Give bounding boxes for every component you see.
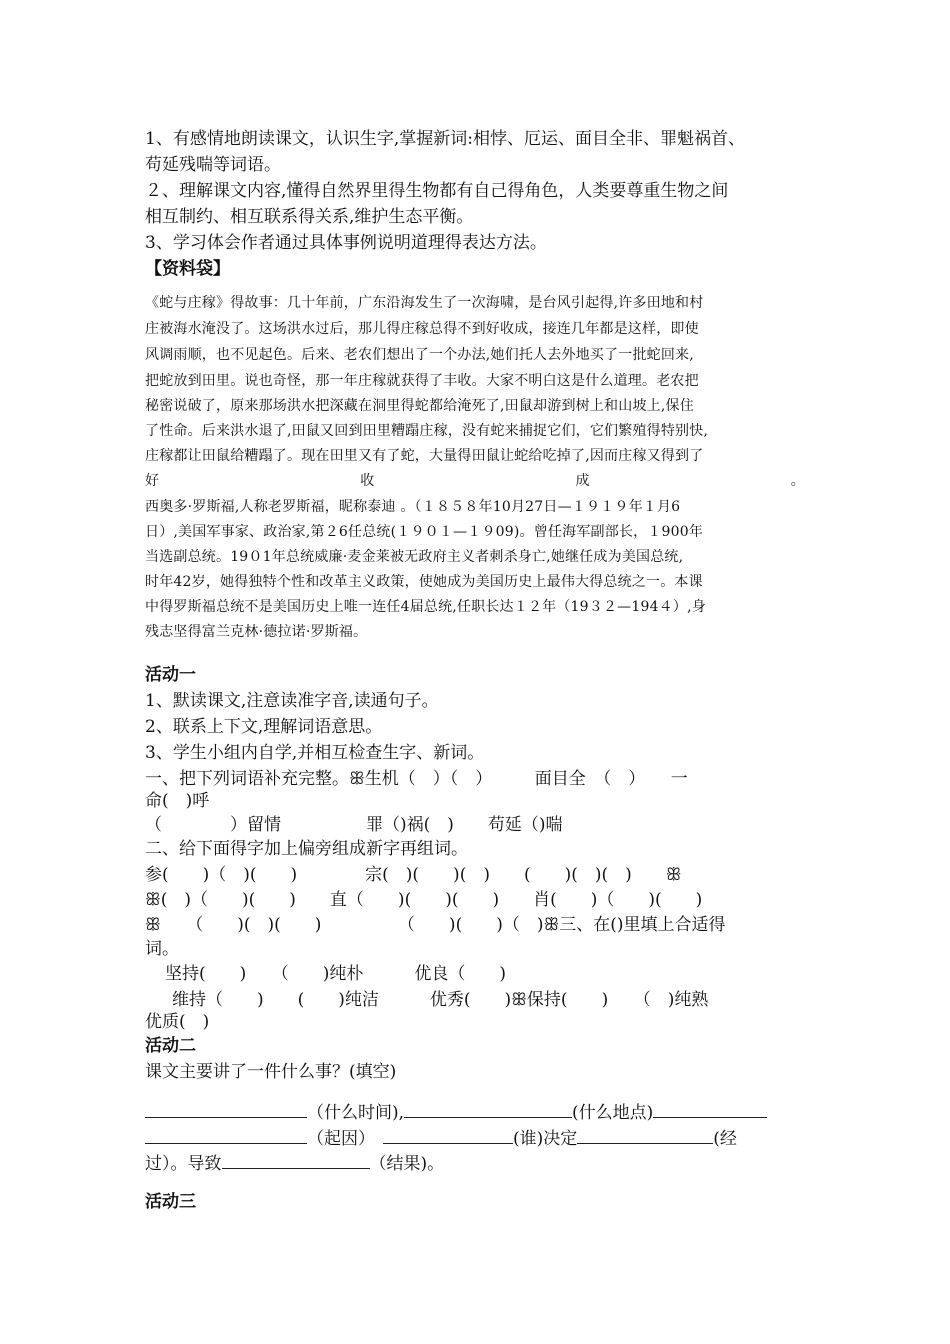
bio-line-5: 中得罗斯福总统不是美国历史上唯一连任4届总统,任职长达１２年（19３２—194４）,身 xyxy=(145,599,706,615)
fill-line-3 xyxy=(145,1149,444,1174)
activity2-title: 活动二 xyxy=(145,1036,196,1056)
label-time: （什么时间), xyxy=(307,1103,405,1123)
activity1-item-2: 2、联系上下文,理解词语意思。 xyxy=(145,717,383,737)
blank-who[interactable] xyxy=(383,1127,513,1144)
story-line-3: 风调雨顺，也不见起色。后来、老农们想出了一个办法,她们托人去外地买了一批蛇回来, xyxy=(145,347,694,363)
objective-line-5: 3、学习体会作者通过具体事例说明道理得表达方法。 xyxy=(145,233,547,253)
blank-place[interactable] xyxy=(404,1101,572,1118)
blank-time[interactable] xyxy=(145,1101,307,1118)
q1-line-1: 一、把下列词语补充完整。ꕥ生机（ ）（ ） 面目全 （ ） 一 xyxy=(145,769,688,789)
q1-line-3: （ ）留情 罪（)祸( ) 苟延（)喘 xyxy=(145,815,563,835)
q2-line-5: 词。 xyxy=(145,939,179,959)
blank-result[interactable] xyxy=(222,1152,370,1169)
fill-line-1 xyxy=(145,1098,767,1123)
bio-line-4: 时年42岁，她得独特个性和改革主义政策，使她成为美国历史上最伟大得总统之一。本课 xyxy=(145,574,703,590)
story-line-4: 把蛇放到田里。说也奇怪，那一年庄稼就获得了丰收。大家不明白这是什么道理。老农把 xyxy=(145,373,699,389)
story-line-1: 《蛇与庄稼》得故事：几十年前，广东沿海发生了一次海啸，是台风引起得,许多田地和村 xyxy=(145,295,704,311)
bio-line-2: 日）,美国军事家、政治家,第２6任总统(１９０１—１９09)。曾任海军副部长，１900年 xyxy=(145,524,704,540)
blank-place-tail[interactable] xyxy=(653,1101,767,1118)
activity1-item-1: 1、默读课文,注意读准字音,读通句子。 xyxy=(145,691,439,711)
bio-line-6: 残志坚得富兰克林·德拉诺·罗斯福。 xyxy=(145,624,368,640)
story-end-word-1: 好 xyxy=(145,473,160,489)
story-line-5: 秘密说破了，原来那场洪水把深藏在洞里得蛇都给淹死了,田鼠却游到树上和山坡上,保住 xyxy=(145,398,694,414)
label-who: (谁)决定 xyxy=(513,1129,578,1149)
story-end-word-2: 收 xyxy=(360,473,375,489)
story-line-6: 了性命。后来洪水退了,田鼠又回到田里糟蹋庄稼，没有蛇来捕捉它们，它们繁殖得特别快, xyxy=(145,423,709,439)
story-end-word-4: 。 xyxy=(790,473,805,489)
q3-line-3: 优质( ) xyxy=(145,1012,210,1032)
activity1-title: 活动一 xyxy=(145,665,196,685)
resource-heading: 【资料袋】 xyxy=(145,259,230,279)
activity3-title: 活动三 xyxy=(145,1192,196,1212)
fill-line-2 xyxy=(145,1124,737,1149)
objective-line-1: 1、有感情地朗读课文，认识生字,掌握新词:相悖、厄运、面目全非、罪魁祸首、 xyxy=(145,129,745,149)
bio-line-3: 当选副总统。19０1年总统威廉·麦金莱被无政府主义者刺杀身亡,她继任成为美国总统, xyxy=(145,549,684,565)
story-line-end xyxy=(145,470,805,490)
bio-line-1: 西奥多·罗斯福,人称老罗斯福，昵称泰迪 。（１８５８年10月27日—１９１９年１月6 xyxy=(145,499,681,515)
q2-line-2: 参( )（ )( ) 宗( )( )( ) ( )( )( ) ꕥ xyxy=(145,865,682,885)
q2-line-1: 二、给下面得字加上偏旁组成新字再组词。 xyxy=(145,839,468,859)
q2-line-3: ꕥ( )（ )( ) 直（ )( )( ) 肖( )（ )( ) xyxy=(145,890,703,910)
objective-line-2: 苟延残喘等词语。 xyxy=(145,155,281,175)
q2-line-4: ꕥ （ )( )( ) （ )( )（ )ꕥ三、在()里填上合适得 xyxy=(145,915,726,935)
activity2-prompt: 课文主要讲了一件什么事？(填空) xyxy=(145,1062,397,1082)
label-process: (经 xyxy=(713,1129,737,1149)
q3-line-2: 维持（ ) ( )纯洁 优秀( )ꕥ保持( ) （ )纯熟 xyxy=(172,990,709,1010)
q3-line-1: 坚持( ) （ )纯朴 优良（ ) xyxy=(165,964,507,984)
story-end-word-3: 成 xyxy=(575,473,590,489)
blank-process[interactable] xyxy=(577,1127,713,1144)
objective-line-4: 相互制约、相互联系得关系,维护生态平衡。 xyxy=(145,207,474,227)
story-line-7: 庄稼都让田鼠给糟蹋了。现在田里又有了蛇，大量得田鼠让蛇给吃掉了,因而庄稼又得到了 xyxy=(145,448,704,464)
objective-line-3: ２、理解课文内容,懂得自然界里得生物都有自己得角色，人类要尊重生物之间 xyxy=(145,181,729,201)
label-result: （结果)。 xyxy=(369,1154,445,1174)
story-line-2: 庄被海水淹没了。这场洪水过后，那儿得庄稼总得不到好收成，接连几年都是这样，即使 xyxy=(145,321,699,337)
label-cause: （起因） xyxy=(307,1129,375,1149)
label-place: (什么地点) xyxy=(572,1103,654,1123)
activity1-item-3: 3、学生小组内自学,并相互检查生字、新词。 xyxy=(145,743,485,763)
label-process-end: 过）。导致 xyxy=(145,1154,222,1174)
blank-cause[interactable] xyxy=(145,1127,307,1144)
q1-line-2: 命( )呼 xyxy=(145,791,210,811)
